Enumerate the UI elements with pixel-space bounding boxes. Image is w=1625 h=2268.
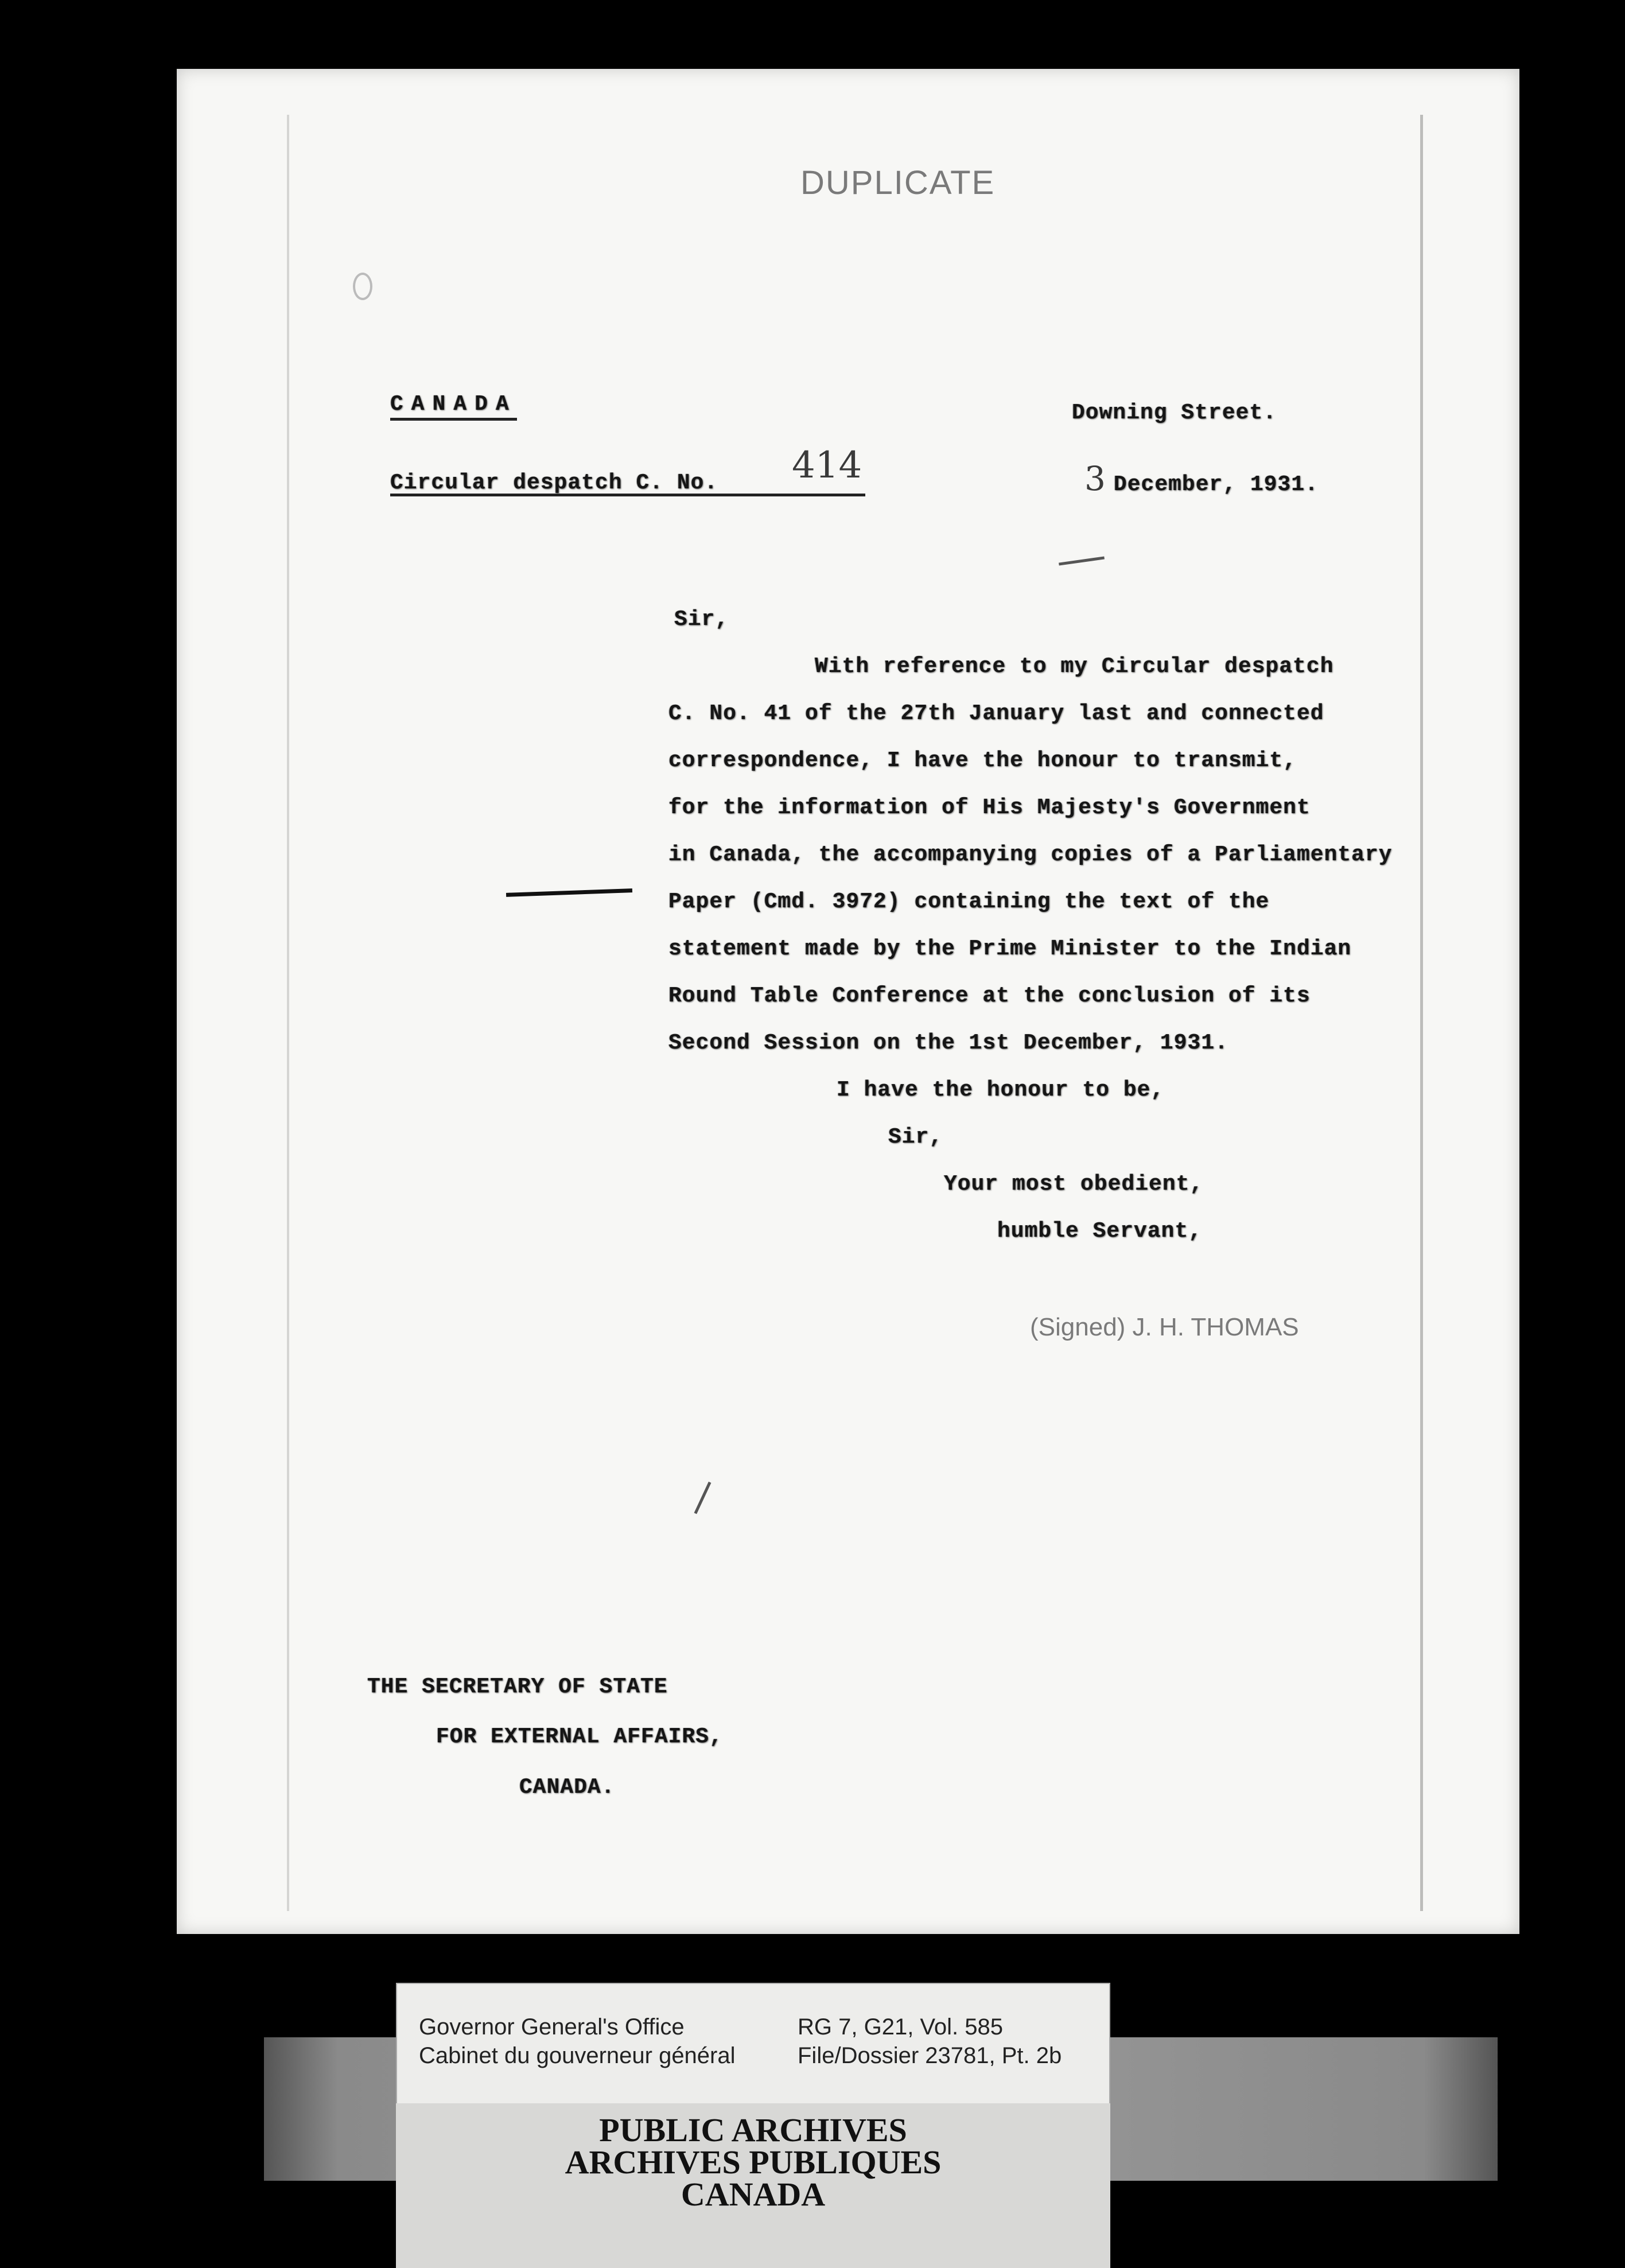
country-heading: CANADA <box>390 392 517 421</box>
dispatch-line <box>390 444 865 496</box>
archives-stamp-line: CANADA <box>681 2176 826 2213</box>
closing-line: humble Servant, <box>997 1219 1203 1244</box>
dispatch-number: 414 <box>792 444 862 487</box>
date-day: 3 <box>1084 459 1106 498</box>
body-line: Round Table Conference at the conclusion of its <box>668 984 1311 1008</box>
body-line: correspondence, I have the honour to transmit, <box>668 748 1297 773</box>
punch-hole-mark <box>353 273 372 300</box>
addressee-line: CANADA. <box>519 1775 615 1800</box>
body-line: With reference to my Circular despatch <box>815 654 1334 679</box>
addressee-line: FOR EXTERNAL AFFAIRS, <box>436 1725 723 1749</box>
office-english: Governor General's Office <box>419 2014 685 2040</box>
body-line: in Canada, the accompanying copies of a Parliamentary <box>668 842 1393 867</box>
addressee-line: THE SECRETARY OF STATE <box>367 1675 668 1699</box>
date-month-year: December, 1931. <box>1113 472 1319 497</box>
body-line: for the information of His Majesty's Government <box>668 795 1311 820</box>
record-group-reference: RG 7, G21, Vol. 585 <box>798 2014 1003 2040</box>
dispatch-label: Circular despatch C. No. <box>390 471 718 495</box>
place: Downing Street. <box>1072 401 1277 425</box>
closing-line: Sir, <box>888 1125 943 1149</box>
archives-stamp-line: PUBLIC ARCHIVES <box>599 2111 907 2149</box>
body-line: Paper (Cmd. 3972) containing the text of the <box>668 890 1270 914</box>
body-line: C. No. 41 of the 27th January last and connected <box>668 701 1324 726</box>
file-reference: File/Dossier 23781, Pt. 2b <box>798 2043 1062 2068</box>
body-line: statement made by the Prime Minister to the Indian <box>668 937 1352 961</box>
page-edge <box>287 115 1423 1911</box>
office-french: Cabinet du gouverneur général <box>419 2043 736 2068</box>
signature-stamp: (Signed) J. H. THOMAS <box>1030 1313 1299 1341</box>
closing-line: Your most obedient, <box>944 1172 1204 1197</box>
salutation: Sir, <box>674 607 729 632</box>
date <box>1084 459 1319 498</box>
body-line: Second Session on the 1st December, 1931. <box>668 1031 1229 1055</box>
duplicate-stamp: DUPLICATE <box>800 164 996 201</box>
archives-stamp-line: ARCHIVES PUBLIQUES <box>565 2143 942 2181</box>
closing-line: I have the honour to be, <box>837 1078 1165 1102</box>
